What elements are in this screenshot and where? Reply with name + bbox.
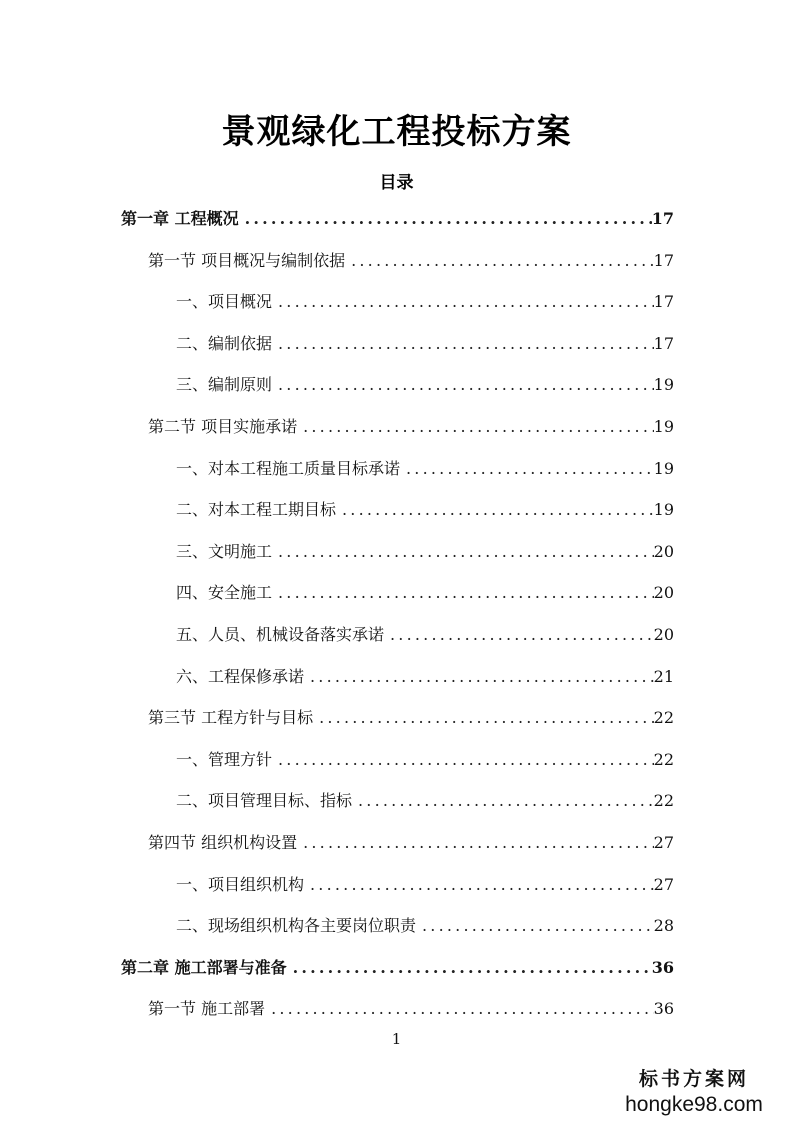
toc-leader-dots (239, 209, 652, 228)
toc-entry-page: 20 (653, 583, 674, 603)
watermark (609, 1068, 779, 1118)
toc-entry-label: 三、文明施工 (176, 541, 273, 561)
toc-entry[interactable] (176, 289, 674, 317)
toc-entry[interactable] (176, 456, 674, 484)
toc-entry-page: 20 (653, 541, 674, 561)
toc-entry[interactable] (176, 622, 674, 650)
toc-leader-dots (352, 791, 654, 810)
toc-entry[interactable] (148, 414, 674, 442)
toc-entry-page: 17 (653, 333, 674, 353)
toc-leader-dots (416, 916, 654, 935)
toc-leader-dots (345, 251, 654, 270)
toc-entry-page: 22 (653, 708, 674, 728)
toc-leader-dots (297, 833, 654, 852)
toc-entry-page: 36 (651, 957, 674, 977)
toc-leader-dots (384, 625, 654, 644)
toc-entry-page: 19 (653, 375, 674, 395)
toc-leader-dots (287, 958, 652, 977)
toc-entry[interactable] (176, 372, 674, 400)
toc-leader-dots (272, 542, 654, 561)
page-number: 1 (391, 1030, 402, 1048)
document-title: 景观绿化工程投标方案 (221, 112, 572, 152)
toc-leader-dots (272, 334, 654, 353)
toc-leader-dots (304, 875, 654, 894)
toc-entry-page: 17 (653, 250, 674, 270)
toc-entry[interactable] (148, 248, 674, 276)
toc-entry-page: 20 (653, 625, 674, 644)
toc-entry[interactable] (176, 788, 674, 816)
toc-entry-label: 一、项目组织机构 (176, 874, 305, 894)
toc-entry-page: 27 (653, 833, 674, 852)
toc-entry-page: 28 (653, 916, 674, 936)
toc-entry-label: 五、人员、机械设备落实承诺 (176, 625, 385, 644)
toc-entry-page: 36 (653, 999, 674, 1019)
toc-entry-label: 四、安全施工 (176, 583, 273, 603)
toc-entry-label: 一、项目概况 (176, 292, 273, 312)
toc-entry-label: 第一章 工程概况 (121, 209, 239, 228)
toc-leader-dots (272, 583, 654, 602)
toc-entry-page: 22 (653, 791, 674, 811)
toc-leader-dots (400, 459, 654, 478)
toc-entry[interactable] (176, 497, 674, 525)
toc-leader-dots (313, 708, 654, 727)
toc-leader-dots (265, 999, 654, 1018)
toc-entry-page: 19 (653, 417, 674, 436)
toc-entry-page: 17 (651, 209, 674, 228)
toc-leader-dots (272, 292, 654, 311)
toc-entry-label: 二、对本工程工期目标 (176, 500, 337, 520)
toc-entry-page: 21 (653, 666, 674, 686)
toc-entry[interactable] (176, 747, 674, 775)
toc-entry[interactable] (148, 996, 674, 1024)
toc-heading: 目录 (379, 173, 414, 193)
toc-entry-page: 19 (653, 458, 674, 478)
toc-entry[interactable] (176, 872, 674, 900)
toc-leader-dots (272, 750, 654, 769)
toc-entry[interactable] (176, 913, 674, 941)
watermark-name: 标书方案网 (638, 1069, 749, 1090)
toc-entry-label: 第二节 项目实施承诺 (148, 417, 298, 436)
toc-leader-dots (272, 375, 654, 394)
toc-entry[interactable] (148, 830, 674, 858)
toc-entry[interactable] (176, 580, 674, 608)
toc-entry[interactable] (121, 955, 674, 983)
toc-entry[interactable] (176, 539, 674, 567)
toc-entry-label: 二、项目管理目标、指标 (176, 791, 353, 811)
toc-entry[interactable] (176, 664, 674, 692)
toc-entry[interactable] (148, 705, 674, 733)
toc-leader-dots (304, 667, 654, 686)
toc-entry-label: 二、现场组织机构各主要岗位职责 (176, 916, 417, 936)
toc-entry-page: 19 (653, 500, 674, 520)
toc-entry-label: 第四节 组织机构设置 (148, 833, 298, 852)
toc-entry-page: 17 (653, 292, 674, 312)
toc-entry-label: 第一节 项目概况与编制依据 (148, 250, 346, 270)
toc-leader-dots (297, 417, 654, 436)
toc-entry[interactable] (121, 206, 674, 234)
toc-entry-label: 一、管理方针 (176, 749, 273, 769)
toc-entry-label: 第二章 施工部署与准备 (121, 957, 287, 977)
toc-entry-label: 六、工程保修承诺 (176, 666, 305, 686)
toc-entry-page: 27 (653, 874, 674, 894)
toc-entry-label: 一、对本工程施工质量目标承诺 (176, 458, 401, 478)
toc-entry-label: 第一节 施工部署 (148, 999, 266, 1019)
toc-entry-label: 第三节 工程方针与目标 (148, 708, 314, 728)
watermark-url: hongke98.com (625, 1093, 763, 1116)
toc-entry-page: 22 (653, 749, 674, 769)
toc-entry-label: 二、编制依据 (176, 333, 273, 353)
toc-entry-label: 三、编制原则 (176, 375, 273, 395)
toc-leader-dots (336, 500, 654, 519)
toc-entry[interactable] (176, 331, 674, 359)
